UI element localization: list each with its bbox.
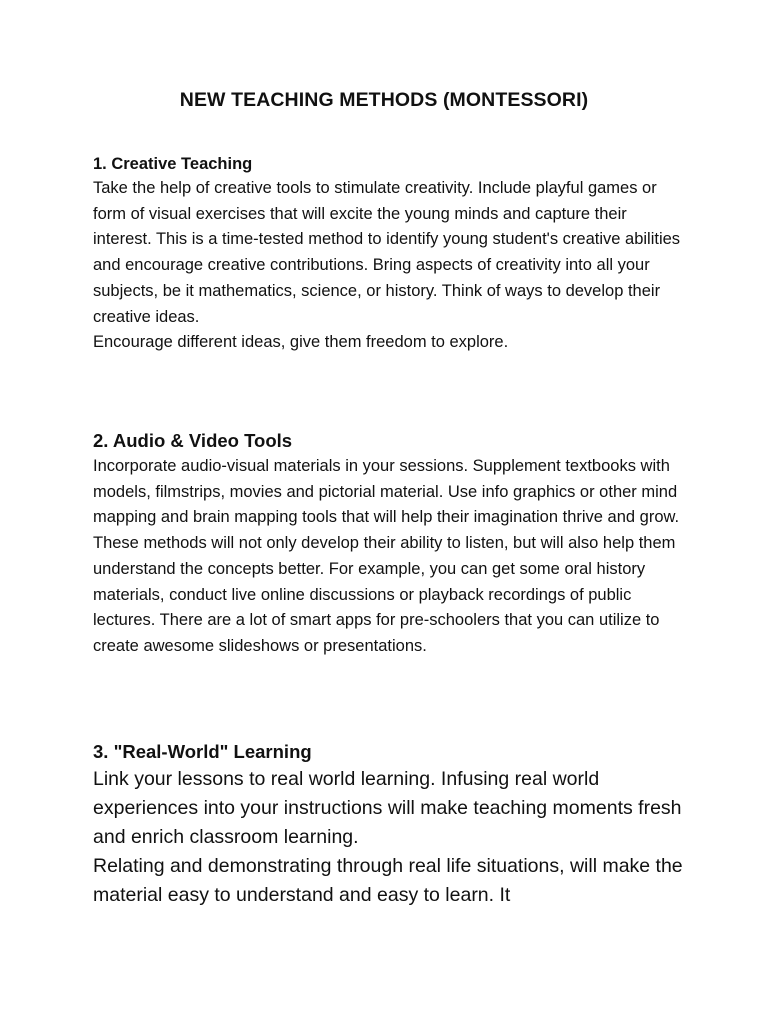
document-title: NEW TEACHING METHODS (MONTESSORI) (179, 89, 589, 111)
section-heading: 3. "Real-World" Learning (93, 741, 312, 762)
section-heading: 2. Audio & Video Tools (93, 430, 293, 451)
section-paragraph: Encourage different ideas, give them freedom to explore. (93, 333, 509, 352)
section-paragraph: These methods will not only develop their ability to listen, but will also help them understand the concepts better. For example, you can get some oral history materials, conduct live online discussions or playback recordings of public lectures. There are a lot of smart apps for pre-schoolers that you can utilize to create awesome slideshows or presentations. (93, 534, 676, 655)
section-creative-teaching (93, 152, 683, 356)
section-paragraph: Link your lessons to real world learning. Infusing real world experiences into your instructions will make teaching moments fresh and enrich classroom learning. (93, 768, 682, 848)
section-paragraph: Relating and demonstrating through real life situations, will make the material easy to understand and easy to learn. It (93, 855, 683, 906)
section-audio-video-tools (93, 428, 683, 660)
section-real-world-learning (93, 739, 683, 910)
section-paragraph: Incorporate audio-visual materials in your sessions. Supplement textbooks with models, filmstrips, movies and pictorial material. Use info graphics or other mind mapping and brain mapping tools that will help their imagination thrive and grow. (93, 457, 680, 527)
section-heading: 1. Creative Teaching (93, 155, 253, 173)
section-paragraph: Take the help of creative tools to stimulate creativity. Include playful games or form of visual exercises that will excite the young minds and capture their interest. This is a time-tested method to identify young student's creative abilities and encourage creative contributions. Bring aspects of creativity into all your subjects, be it mathematics, science, or history. Think of ways to develop their creative ideas. (93, 179, 681, 326)
